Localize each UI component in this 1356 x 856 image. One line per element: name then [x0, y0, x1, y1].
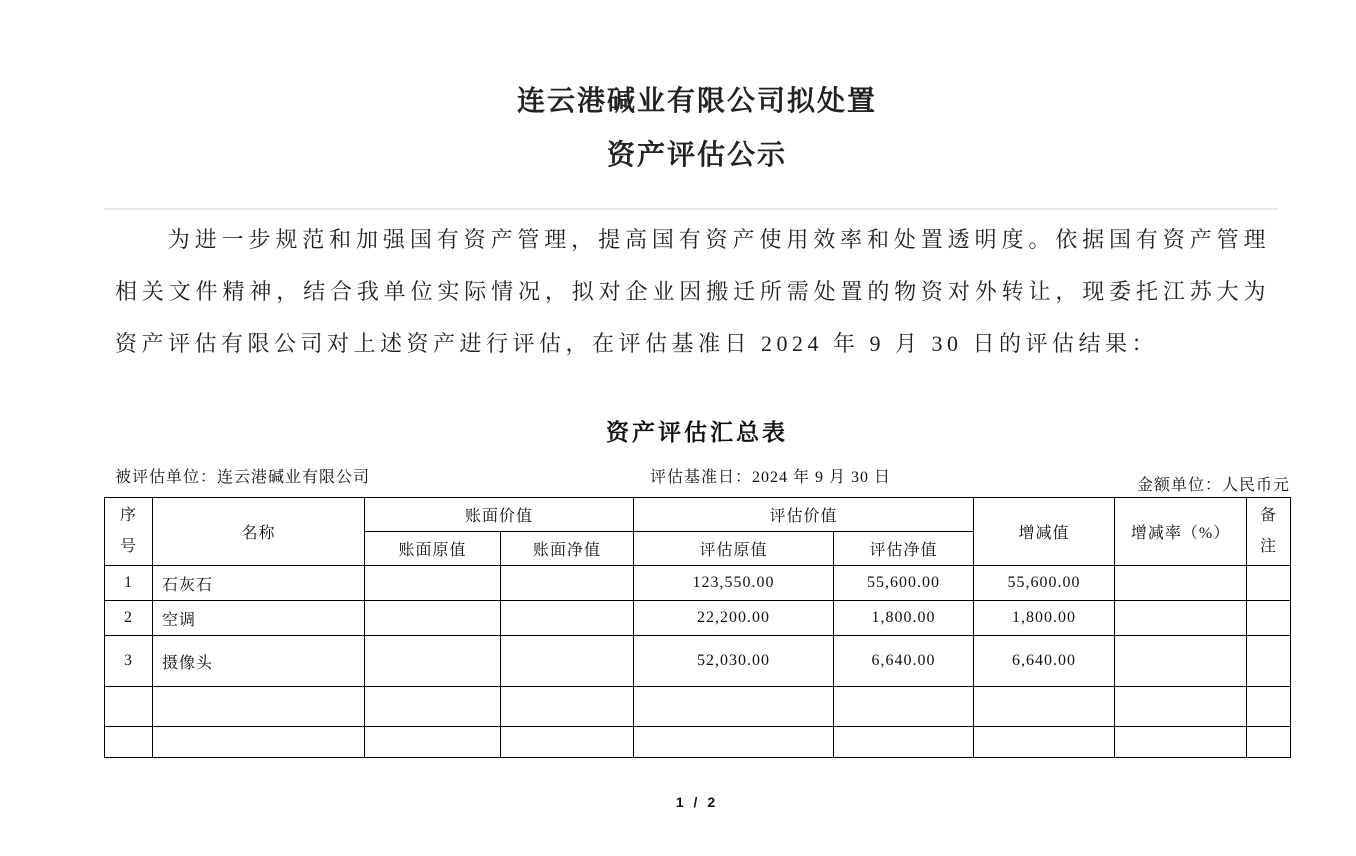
cell-remark	[1247, 727, 1291, 758]
paragraph-line: 为进一步规范和加强国有资产管理，提高国有资产使用效率和处置透明度。依据国有资产管理	[167, 227, 1270, 252]
col-header-name: 名称	[153, 498, 365, 566]
table-meta-row	[104, 464, 1290, 492]
cell-name: 空调	[153, 601, 365, 636]
col-header-appraised-net: 评估净值	[834, 532, 974, 566]
cell-change-rate	[1115, 566, 1247, 601]
table-row	[105, 601, 1291, 636]
doc-title-line-2: 资产评估公示	[606, 140, 787, 171]
cell-book-original	[365, 727, 501, 758]
table-row	[105, 636, 1291, 687]
col-header-appraised-original: 评估原值	[634, 532, 834, 566]
cell-appraised-original	[634, 727, 834, 758]
cell-appraised-original: 52,030.00	[634, 636, 834, 687]
cell-book-original	[365, 687, 501, 727]
paragraph-line: 相关文件精神，结合我单位实际情况，拟对企业因搬迁所需处置的物资对外转让，现委托江苏大为	[115, 279, 1270, 304]
cell-change-rate	[1115, 687, 1247, 727]
page-number: 1 / 2	[675, 794, 719, 810]
evaluated-unit-label: 被评估单位：连云港碱业有限公司	[115, 469, 371, 486]
cell-book-net	[501, 636, 634, 687]
cell-appraised-net: 6,640.00	[834, 636, 974, 687]
col-header-appraised-value-group: 评估价值	[634, 498, 974, 532]
col-header-book-original: 账面原值	[365, 532, 501, 566]
cell-name: 石灰石	[153, 566, 365, 601]
cell-appraised-net	[834, 687, 974, 727]
document-content	[104, 0, 1290, 810]
paragraph-line: 资产评估有限公司对上述资产进行评估，在评估基准日 2024 年 9 月 30 日的评估结果：	[115, 331, 1159, 356]
currency-unit-label: 金额单位：人民币元	[1136, 477, 1290, 494]
cell-name	[153, 687, 365, 727]
col-header-seq	[105, 498, 153, 566]
cell-book-original	[365, 601, 501, 636]
cell-seq	[105, 727, 153, 758]
cell-change-value: 55,600.00	[974, 566, 1115, 601]
valuation-base-date-label: 评估基准日：2024 年 9 月 30 日	[650, 469, 892, 486]
col-header-remark-text: 备注	[1260, 507, 1278, 555]
summary-table-title: 资产评估汇总表	[606, 420, 788, 445]
cell-change-value	[974, 727, 1115, 758]
cell-book-original	[365, 636, 501, 687]
cell-appraised-original: 22,200.00	[634, 601, 834, 636]
header-row-1	[105, 498, 1291, 532]
cell-book-net	[501, 566, 634, 601]
col-header-change-value: 增减值	[974, 498, 1115, 566]
title-divider-line	[104, 208, 1278, 210]
cell-appraised-net	[834, 727, 974, 758]
cell-remark	[1247, 636, 1291, 687]
cell-remark	[1247, 601, 1291, 636]
cell-book-original	[365, 566, 501, 601]
body-paragraph	[115, 214, 1270, 370]
col-header-book-net: 账面净值	[501, 532, 634, 566]
doc-title-line-1: 连云港碱业有限公司拟处置	[516, 86, 877, 117]
cell-change-value	[974, 687, 1115, 727]
cell-change-value: 6,640.00	[974, 636, 1115, 687]
col-header-seq-text: 序号	[119, 507, 137, 555]
cell-remark	[1247, 566, 1291, 601]
col-header-book-value-group: 账面价值	[365, 498, 634, 532]
cell-appraised-original: 123,550.00	[634, 566, 834, 601]
cell-remark	[1247, 687, 1291, 727]
col-header-remark	[1247, 498, 1291, 566]
table-row	[105, 566, 1291, 601]
cell-change-rate	[1115, 601, 1247, 636]
cell-appraised-net: 1,800.00	[834, 601, 974, 636]
cell-change-value: 1,800.00	[974, 601, 1115, 636]
cell-change-rate	[1115, 636, 1247, 687]
table-row	[105, 727, 1291, 758]
cell-seq: 1	[105, 566, 153, 601]
cell-book-net	[501, 601, 634, 636]
cell-book-net	[501, 727, 634, 758]
cell-change-rate	[1115, 727, 1247, 758]
cell-appraised-original	[634, 687, 834, 727]
table-row	[105, 687, 1291, 727]
cell-name: 摄像头	[153, 636, 365, 687]
col-header-change-rate: 增减率（%）	[1115, 498, 1247, 566]
cell-appraised-net: 55,600.00	[834, 566, 974, 601]
cell-name	[153, 727, 365, 758]
cell-book-net	[501, 687, 634, 727]
cell-seq	[105, 687, 153, 727]
cell-seq: 3	[105, 636, 153, 687]
cell-seq: 2	[105, 601, 153, 636]
asset-valuation-summary-table	[104, 497, 1291, 758]
